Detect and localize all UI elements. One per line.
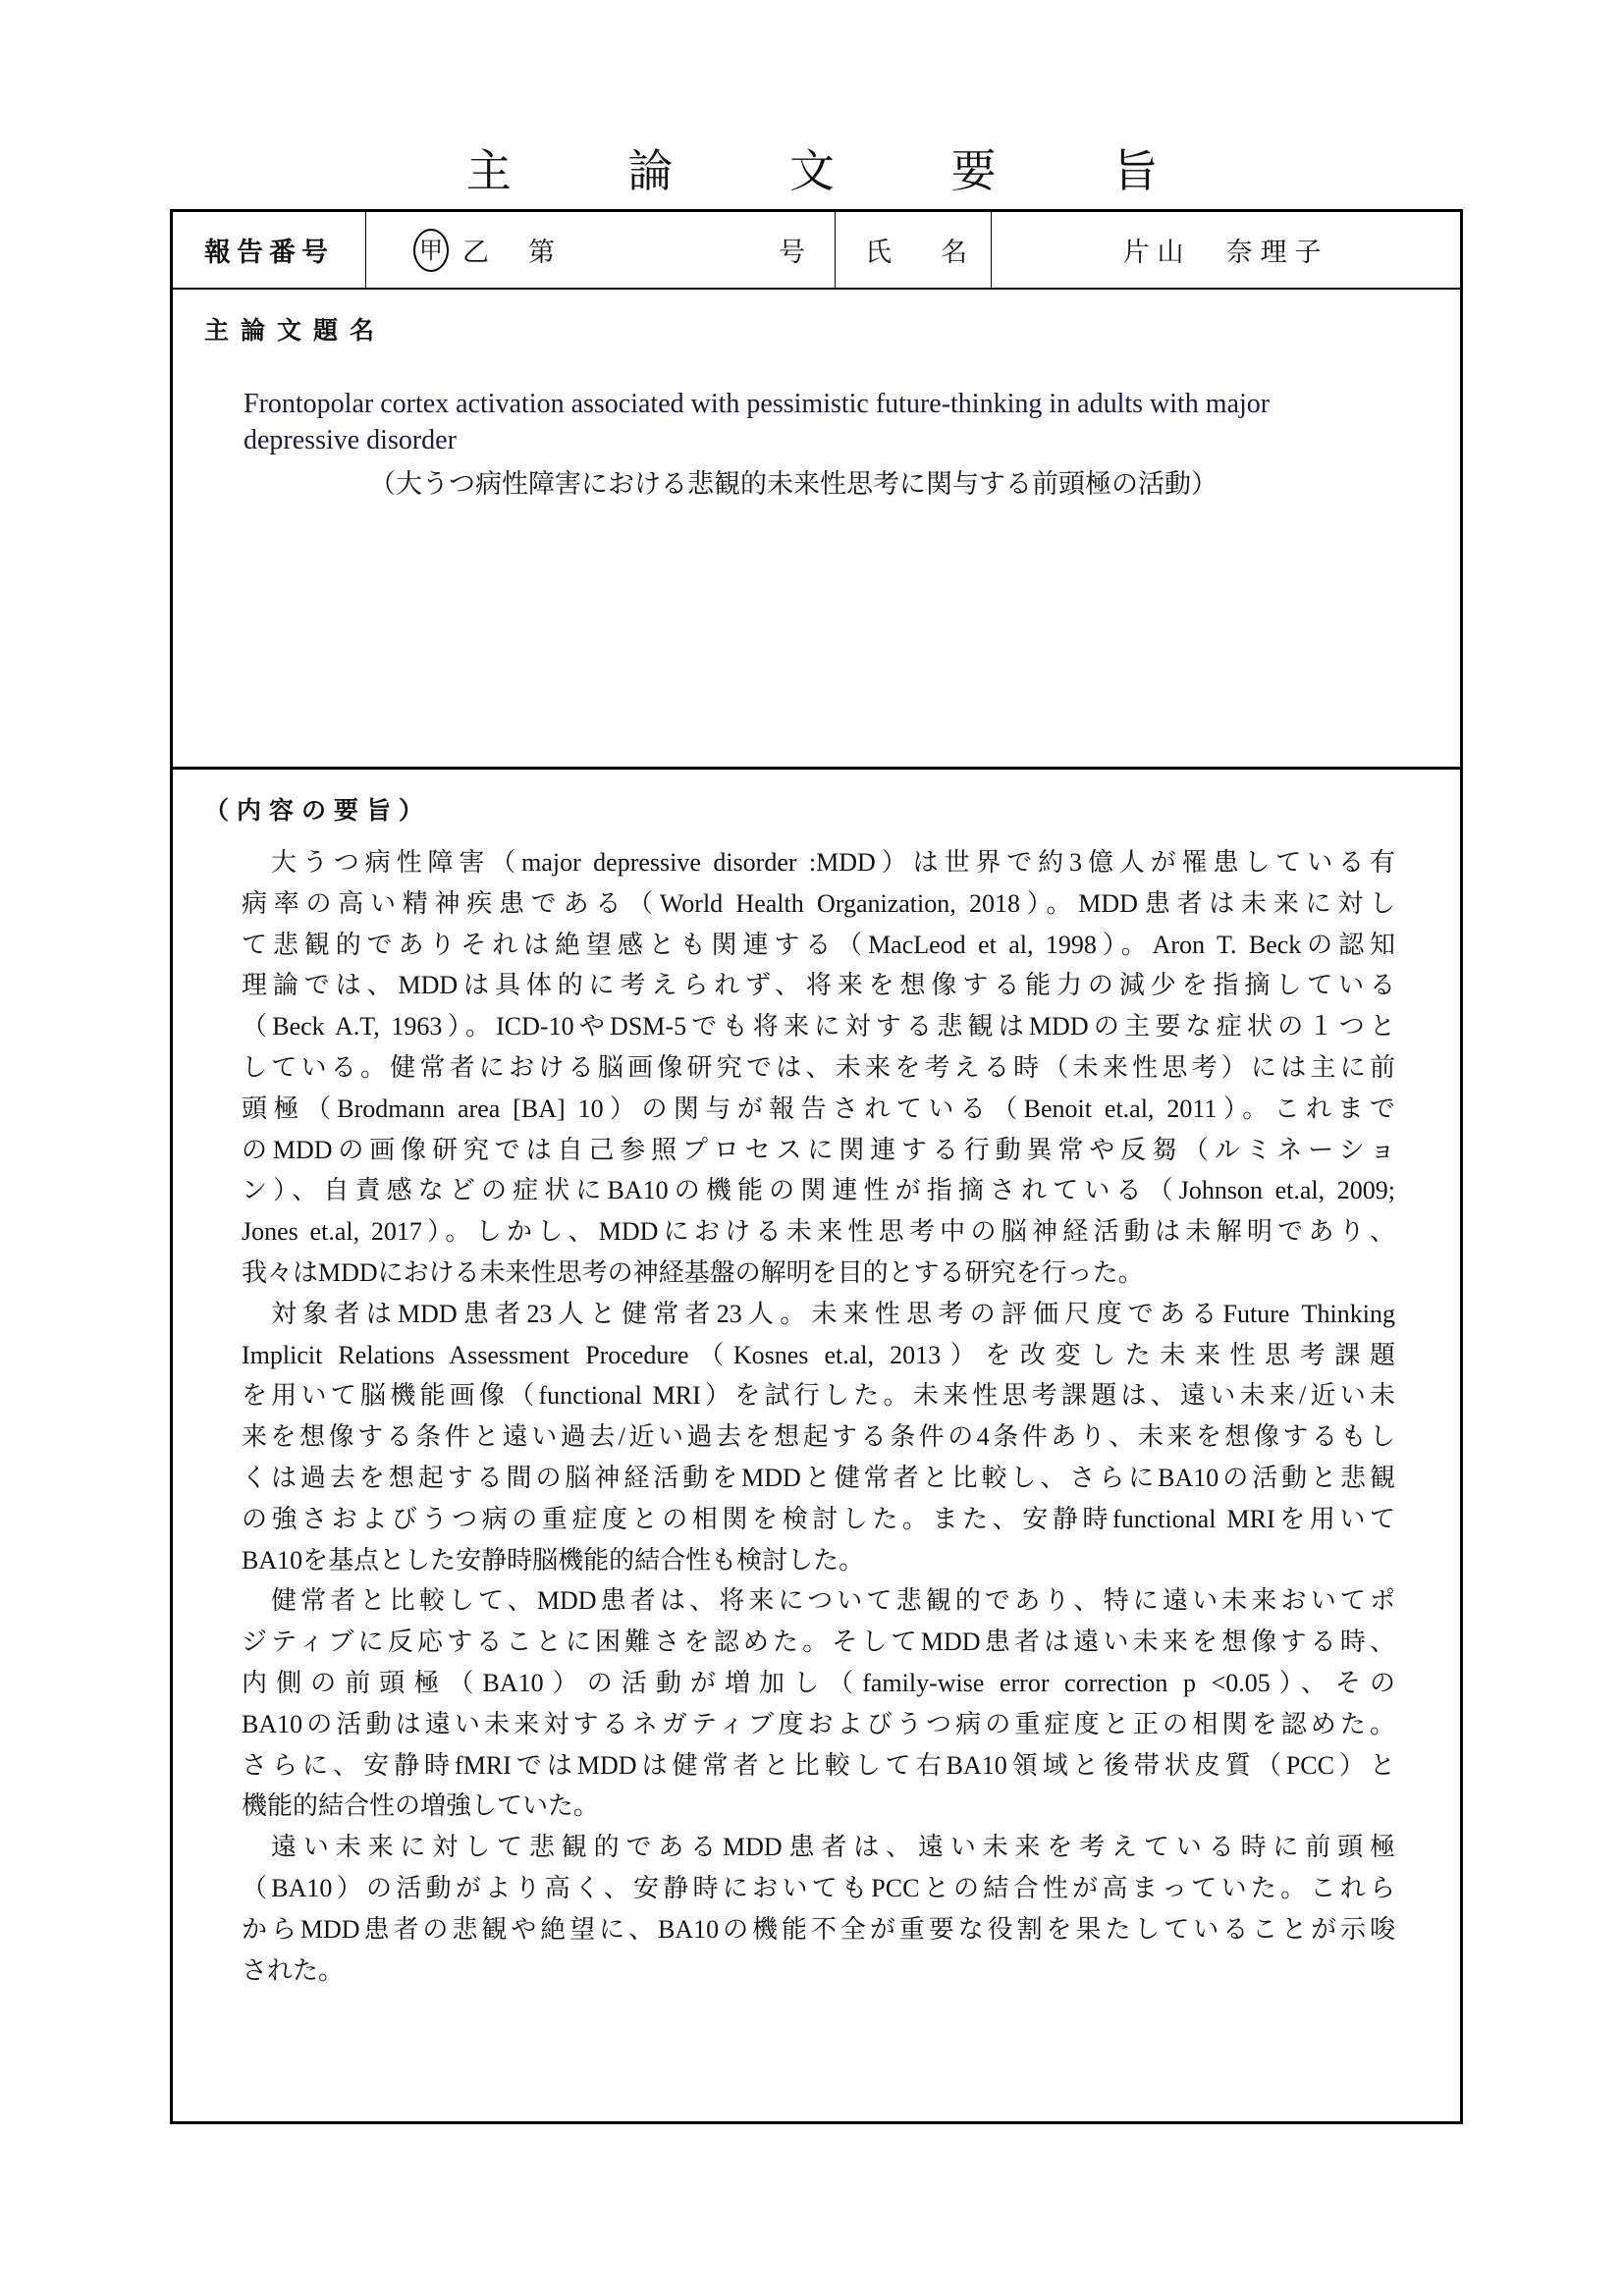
summary-line: Implicit Relations Assessment Procedure（Kosnes et.al, 2013）を改変した未来性思考課題 — [242, 1340, 1395, 1369]
header-row — [173, 212, 1460, 290]
summary-line: BA10の活動は遠い未来対するネガティブ度およびうつ病の重症度と正の相関を認めた。 — [242, 1709, 1395, 1738]
summary-line: 対象者はMDD患者23人と健常者23人。未来性思考の評価尺度であるFuture Thinking — [271, 1299, 1395, 1328]
summary-line: 内側の前頭極（BA10）の活動が増加し（family-wise error correction p <0.05）、その — [242, 1668, 1395, 1697]
summary-line: 我々はMDDにおける未来性思考の神経基盤の解明を目的とする研究を行った。 — [242, 1257, 1144, 1287]
name-label-2: 名 — [941, 238, 967, 268]
go-label: 号 — [779, 238, 805, 268]
summary-line: 理論では、MDDは具体的に考えられず、将来を想像する能力の減少を指摘している — [242, 971, 1395, 1000]
summary-line: 大うつ病性障害（major depressive disorder :MDD）は世界で約3億人が罹患している有 — [271, 848, 1395, 877]
summary-line: された。 — [242, 1955, 345, 1985]
summary-label: （内容の要旨） — [204, 796, 432, 825]
author-name: 片山 奈理子 — [1122, 238, 1329, 268]
name-label — [836, 212, 992, 288]
thesis-title-label: 主論文題名 — [204, 316, 387, 345]
summary-line: のMDDの画像研究では自己参照プロセスに関連する行動異常や反芻（ルミネーショ — [242, 1135, 1395, 1164]
kou-circled: 甲 — [413, 229, 449, 272]
summary-line: 遠い未来に対して悲観的であるMDD患者は、遠い未来を考えている時に前頭極 — [271, 1833, 1395, 1862]
summary-line: 頭極（Brodmann area [BA] 10）の関与が報告されている（Benoit et.al, 2011）。これまで — [242, 1094, 1395, 1123]
summary-line: の強さおよびうつ病の重症度との相関を検討した。また、安静時functional MRIを用いて — [242, 1504, 1395, 1533]
summary-body — [242, 842, 1395, 1991]
summary-line: ン）、自責感などの症状にBA10の機能の関連性が指摘されている（Johnson et.al, 2009; — [242, 1176, 1395, 1205]
summary-line: くは過去を想起する間の脳神経活動をMDDと健常者と比較し、さらにBA10の活動と悲観 — [242, 1463, 1395, 1492]
summary-line: （Beck A.T, 1963）。ICD-10やDSM-5でも将来に対する悲観はMDDの主要な症状の１つと — [242, 1012, 1395, 1041]
summary-form — [170, 209, 1463, 2124]
report-number-cell — [366, 212, 836, 288]
document-title: 主 論 文 要 旨 — [465, 144, 1210, 197]
summary-line: ジティブに反応することに困難さを認めた。そしてMDD患者は遠い未来を想像する時、 — [242, 1628, 1395, 1657]
summary-line: BA10を基点とした安静時脳機能的結合性も検討した。 — [242, 1545, 865, 1575]
english-title: Frontopolar cortex activation associated with pessimistic future-thinking in adults with major depressive disorder — [244, 389, 1271, 455]
summary-line: 健常者と比較して、MDD患者は、将来について悲観的であり、特に遠い未来おいてポ — [271, 1586, 1395, 1616]
summary-line: 病率の高い精神疾患である（World Health Organization, 2018）。MDD患者は未来に対し — [242, 888, 1395, 918]
name-label-1: 氏 — [865, 238, 892, 268]
summary-line: を用いて脳機能画像（functional MRI）を試行した。未来性思考課題は、遠い未来/近い未 — [242, 1381, 1395, 1411]
summary-line: さらに、安静時fMRIではMDDは健常者と比較して右BA10領域と後帯状皮質（PCC）と — [242, 1750, 1395, 1780]
dai-label: 第 — [528, 238, 555, 268]
summary-line: （BA10）の活動がより高く、安静時においてもPCCとの結合性が高まっていた。これら — [242, 1873, 1395, 1902]
otsu-label: 乙 — [462, 238, 489, 268]
summary-line: からMDD患者の悲観や絶望に、BA10の機能不全が重要な役割を果たしていることが示唆 — [242, 1914, 1395, 1944]
summary-line: 来を想像する条件と遠い過去/近い過去を想起する条件の4条件あり、未来を想像するもし — [242, 1422, 1395, 1452]
report-number-label: 報告番号 — [173, 212, 366, 288]
summary-line: Jones et.al, 2017）。しかし、MDDにおける未来性思考中の脳神経活動は未解明であり、 — [242, 1217, 1395, 1247]
summary-line: している。健常者における脳画像研究では、未来を考える時（未来性思考）には主に前 — [242, 1052, 1395, 1082]
summary-line: て悲観的でありそれは絶望感とも関連する（MacLeod et al, 1998）。Aron T. Beckの認知 — [242, 930, 1395, 959]
thesis-title-section — [173, 288, 1460, 770]
summary-line: 機能的結合性の増強していた。 — [242, 1791, 600, 1821]
japanese-title: （大うつ病性障害における悲観的未来性思考に関与する前頭極の活動） — [369, 469, 1218, 500]
